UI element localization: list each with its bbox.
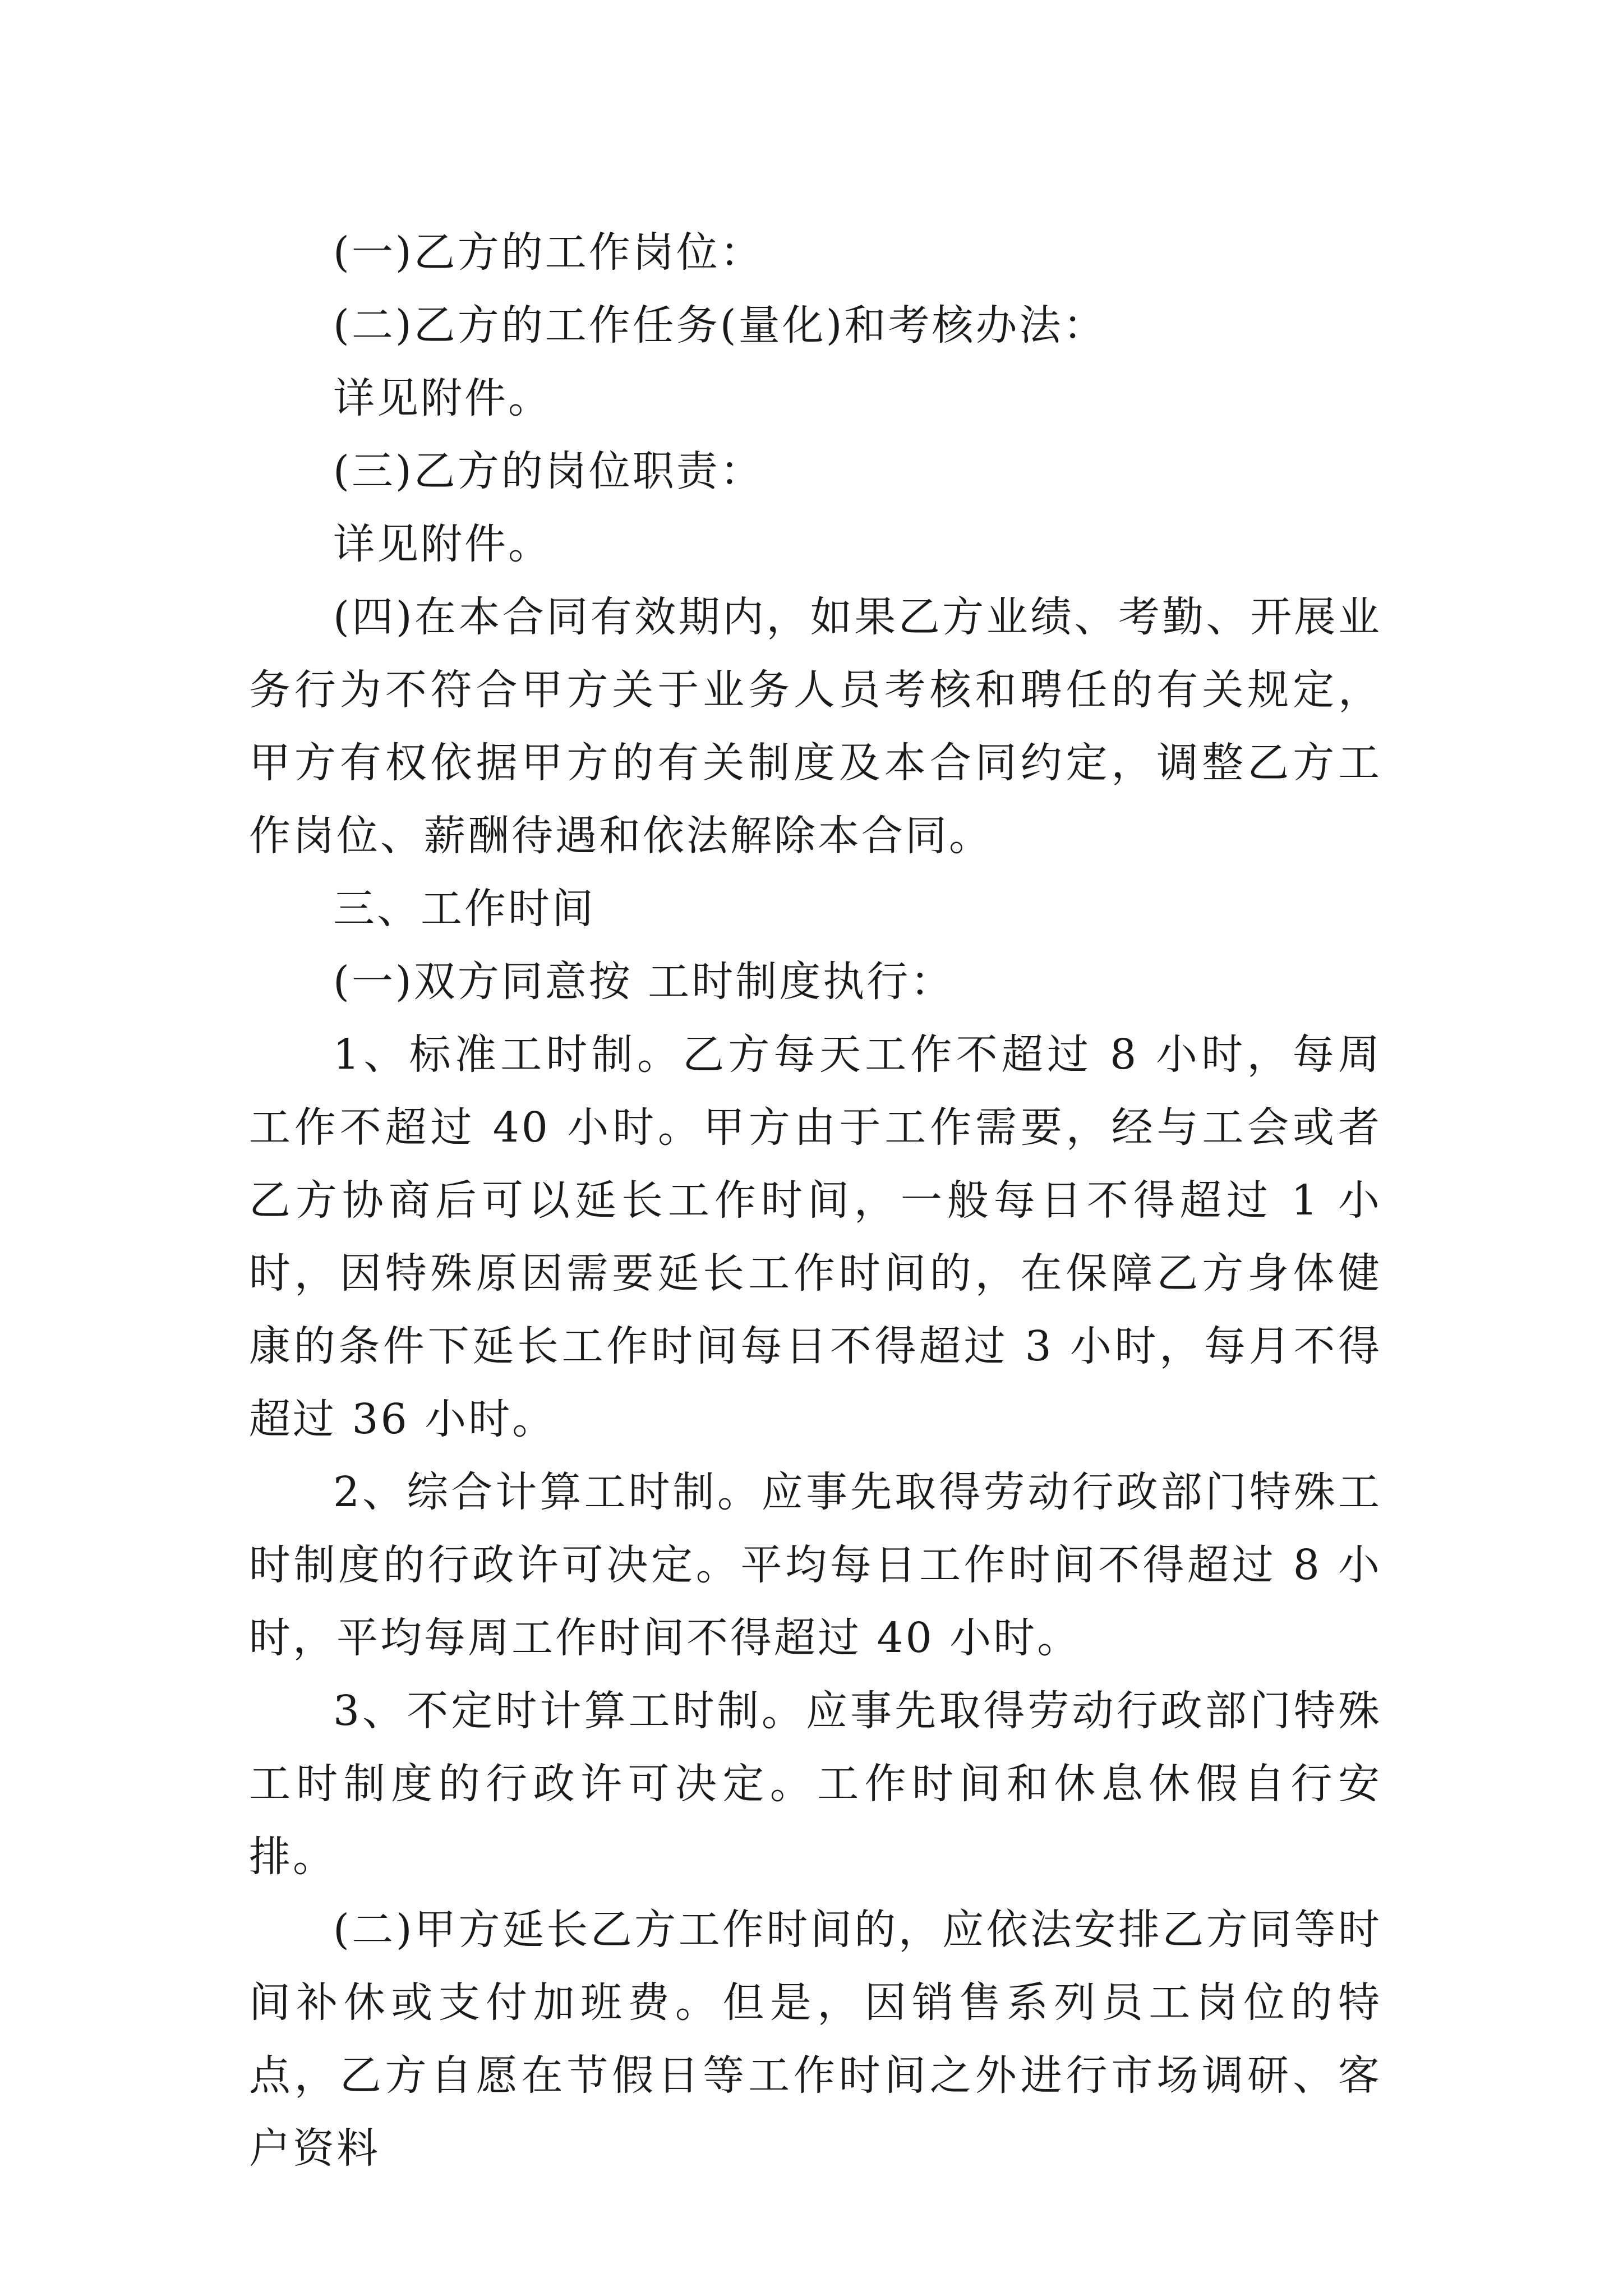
paragraph-job-tasks: (二)乙方的工作任务(量化)和考核办法： [333,301,1107,349]
paragraph-see-attachment-2: 详见附件。 [333,520,552,568]
section-heading-work-hours: 三、工作时间 [333,885,596,933]
paragraph-comprehensive-hours: 2、综合计算工时制。应事先取得劳动行政部门特殊工时制度的行政许可决定。平均每日工作时间不得超过 8 小时，平均每周工作时间不得超过 40 小时。 [249,1468,1382,1662]
paragraph-job-position: (一)乙方的工作岗位： [333,228,764,277]
paragraph-see-attachment-1: 详见附件。 [333,374,552,422]
paragraph-hours-system: (一)双方同意按 工时制度执行： [333,958,955,1006]
paragraph-flexible-hours: 3、不定时计算工时制。应事先取得劳动行政部门特殊工时制度的行政许可决定。工作时间和休息休假自行安排。 [249,1687,1382,1881]
document-body [249,216,1382,2185]
paragraph-standard-hours: 1、标准工时制。乙方每天工作不超过 8 小时，每周工作不超过 40 小时。甲方由于工作需要，经与工会或者乙方协商后可以延长工作时间，一般每日不得超过 1 小时，因特殊原因需要延长工作时间的，在保障乙方身体健康的条件下延长工作时间每日不得超过 3 小时，每月不得超过 36 小时。 [249,1030,1382,1443]
paragraph-adjustment-clause: (四)在本合同有效期内，如果乙方业绩、考勤、开展业务行为不符合甲方关于业务人员考核和聘任的有关规定，甲方有权依据甲方的有关制度及本合同约定，调整乙方工作岗位、薪酬待遇和依法解除本合同。 [249,593,1382,860]
paragraph-overtime: (二)甲方延长乙方工作时间的，应依法安排乙方同等时间补休或支付加班费。但是，因销售系列员工岗位的特点，乙方自愿在节假日等工作时间之外进行市场调研、客户资料 [249,1906,1382,2173]
paragraph-job-duties: (三)乙方的岗位职责： [333,447,764,495]
